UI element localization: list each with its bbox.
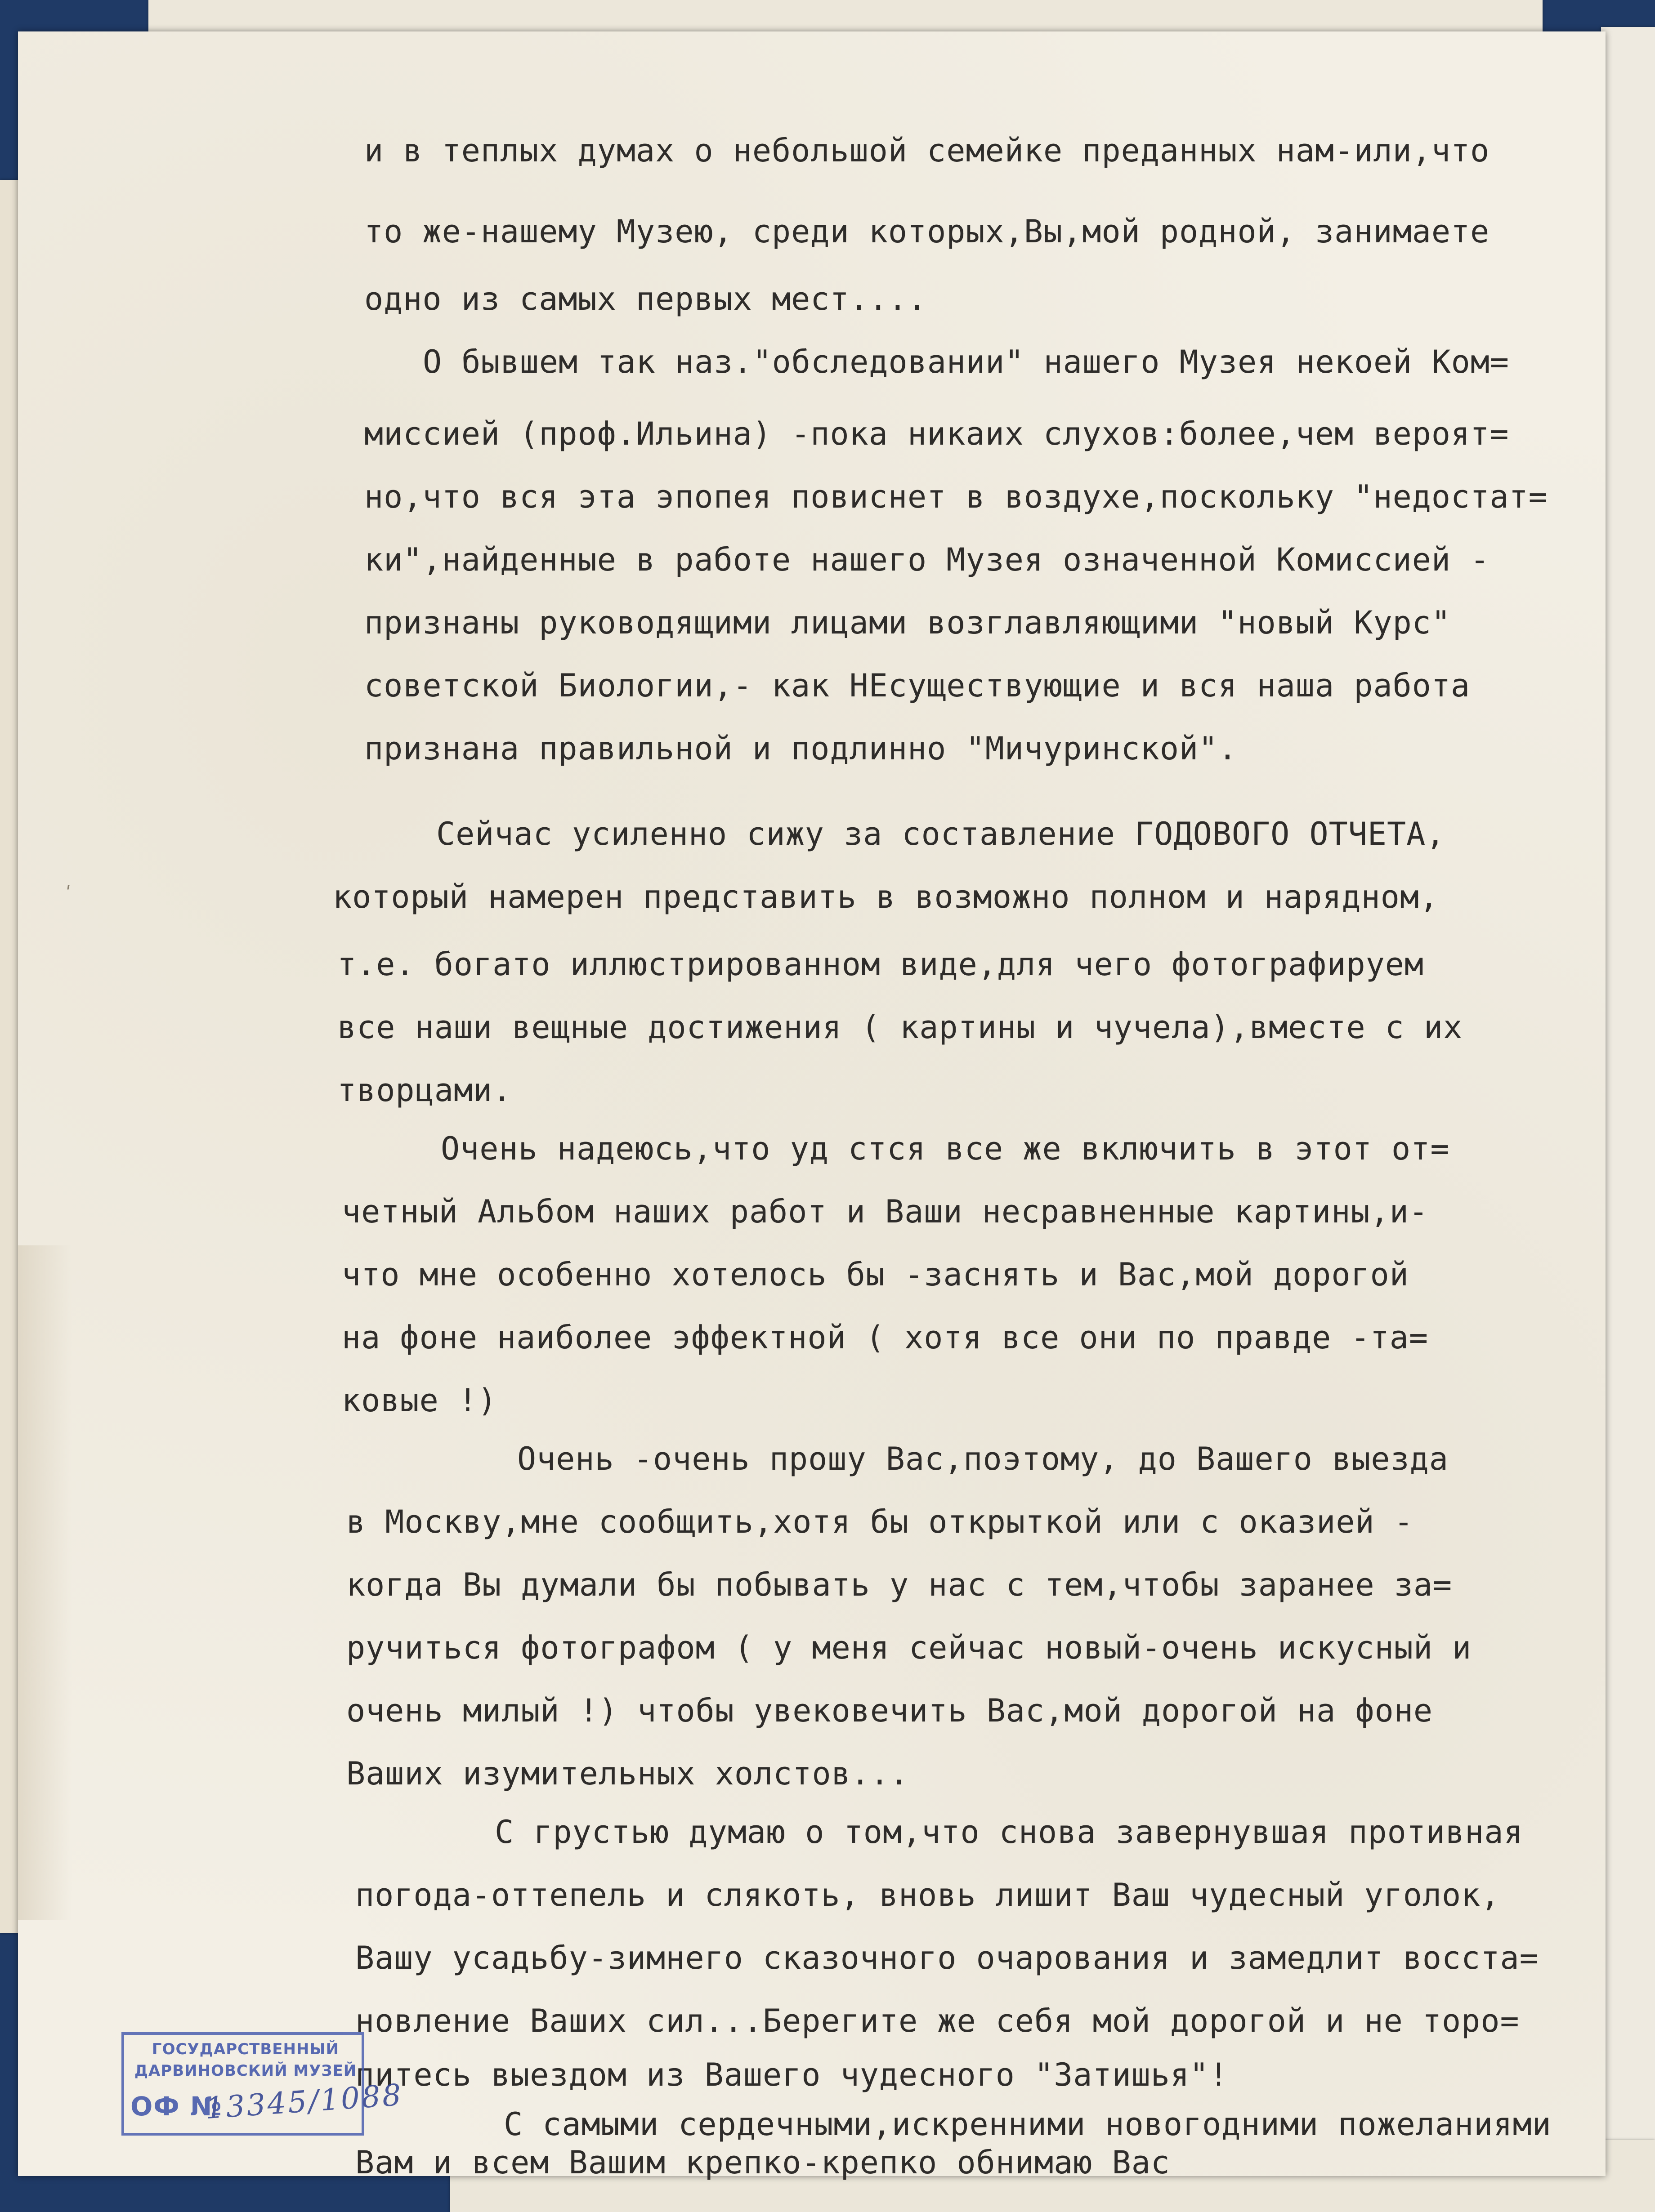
- letter-line: все наши вещные достижения ( картины и чучела),вместе с их: [337, 1009, 1463, 1046]
- letter-line: ковые !): [342, 1382, 497, 1419]
- letter-line: т.е. богато иллюстрированном виде,для чего фотографируем: [337, 946, 1424, 983]
- letter-line: Вашу усадьбу-зимнего сказочного очарования и замедлит восста=: [355, 1940, 1539, 1976]
- letter-line: Вам и всем Вашим крепко-крепко обнимаю Вас: [355, 2144, 1171, 2181]
- letter-line: новление Ваших сил...Берегите же себя мой дорогой и не торо=: [355, 2002, 1520, 2039]
- background-sheet-right: [1601, 27, 1655, 2212]
- letter-page: [18, 31, 1606, 2181]
- letter-line: который намерен представить в возможно полном и нарядном,: [333, 879, 1439, 915]
- letter-line: признаны руководящими лицами возглавляющими "новый Курс": [364, 604, 1451, 641]
- letter-line: и в теплых думах о небольшой семейке преданных нам-или,что: [364, 132, 1490, 169]
- letter-line: то же-нашему Музею, среди которых,Вы,мой родной, занимаете: [364, 213, 1490, 250]
- letter-line: погода-оттепель и слякоть, вновь лишит Ваш чудесный уголок,: [355, 1877, 1500, 1913]
- letter-line: Сейчас усиленно сижу за составление ГОДОВОГО ОТЧЕТА,: [436, 816, 1445, 852]
- stamp-handwritten-number: 13345/1088: [204, 2077, 404, 2126]
- stamp-line-1: ГОСУДАРСТВЕННЫЙ: [152, 2040, 340, 2058]
- letter-line: признана правильной и подлинно "Мичуринской".: [364, 730, 1238, 767]
- margin-mark: ʹ: [63, 883, 74, 904]
- stamp-line-2: ДАРВИНОВСКИЙ МУЗЕЙ: [134, 2062, 357, 2080]
- letter-line: ки",найденные в работе нашего Музея означенной Комиссией -: [364, 541, 1490, 578]
- museum-inventory-stamp: [121, 2032, 404, 2136]
- letter-line: творцами.: [337, 1072, 512, 1109]
- letter-line: советской Биологии,- как НЕсуществующие и вся наша работа: [364, 667, 1471, 704]
- letter-line: что мне особенно хотелось бы -заснять и Вас,мой дорогой: [342, 1256, 1409, 1293]
- letter-line: Очень -очень прошу Вас,поэтому, до Вашего выезда: [517, 1440, 1449, 1477]
- letter-line: на фоне наиболее эффектной ( хотя все они по правде -та=: [342, 1319, 1429, 1356]
- background-sheet-top: [148, 0, 1543, 31]
- letter-line: одно из самых первых мест....: [364, 281, 927, 317]
- letter-line: С самыми сердечными,искренними новогодними пожеланиями: [504, 2106, 1552, 2143]
- background-sheet-left: [0, 180, 18, 1933]
- letter-line: Очень надеюсь,что уд стся все же включить в этот от=: [441, 1130, 1450, 1167]
- letter-line: но,что вся эта эпопея повиснет в воздухе,поскольку "недостат=: [364, 478, 1548, 515]
- typed-letter-body: [18, 31, 1606, 2181]
- letter-line: питесь выездом из Вашего чудесного "Затишья"!: [355, 2056, 1229, 2093]
- letter-line: когда Вы думали бы побывать у нас с тем,чтобы заранее за=: [346, 1566, 1453, 1603]
- letter-line: очень милый !) чтобы увековечить Вас,мой дорогой на фоне: [346, 1692, 1433, 1729]
- letter-line: в Москву,мне сообщить,хотя бы открыткой или с оказией -: [346, 1503, 1413, 1540]
- letter-line: четный Альбом наших работ и Ваши несравненные картины,и-: [342, 1193, 1429, 1230]
- letter-line: С грустью думаю о том,что снова завернувшая противная: [495, 1814, 1523, 1851]
- letter-line: миссией (проф.Ильина) -пока никаих слухов:более,чем вероят=: [364, 415, 1509, 452]
- stamp-line-3: ОФ №: [130, 2091, 223, 2122]
- letter-line: О бывшем так наз."обследовании" нашего Музея некоей Ком=: [423, 343, 1510, 380]
- letter-line: Ваших изумительных холстов...: [346, 1755, 909, 1792]
- letter-line: ручиться фотографом ( у меня сейчас новый-очень искусный и: [346, 1629, 1472, 1666]
